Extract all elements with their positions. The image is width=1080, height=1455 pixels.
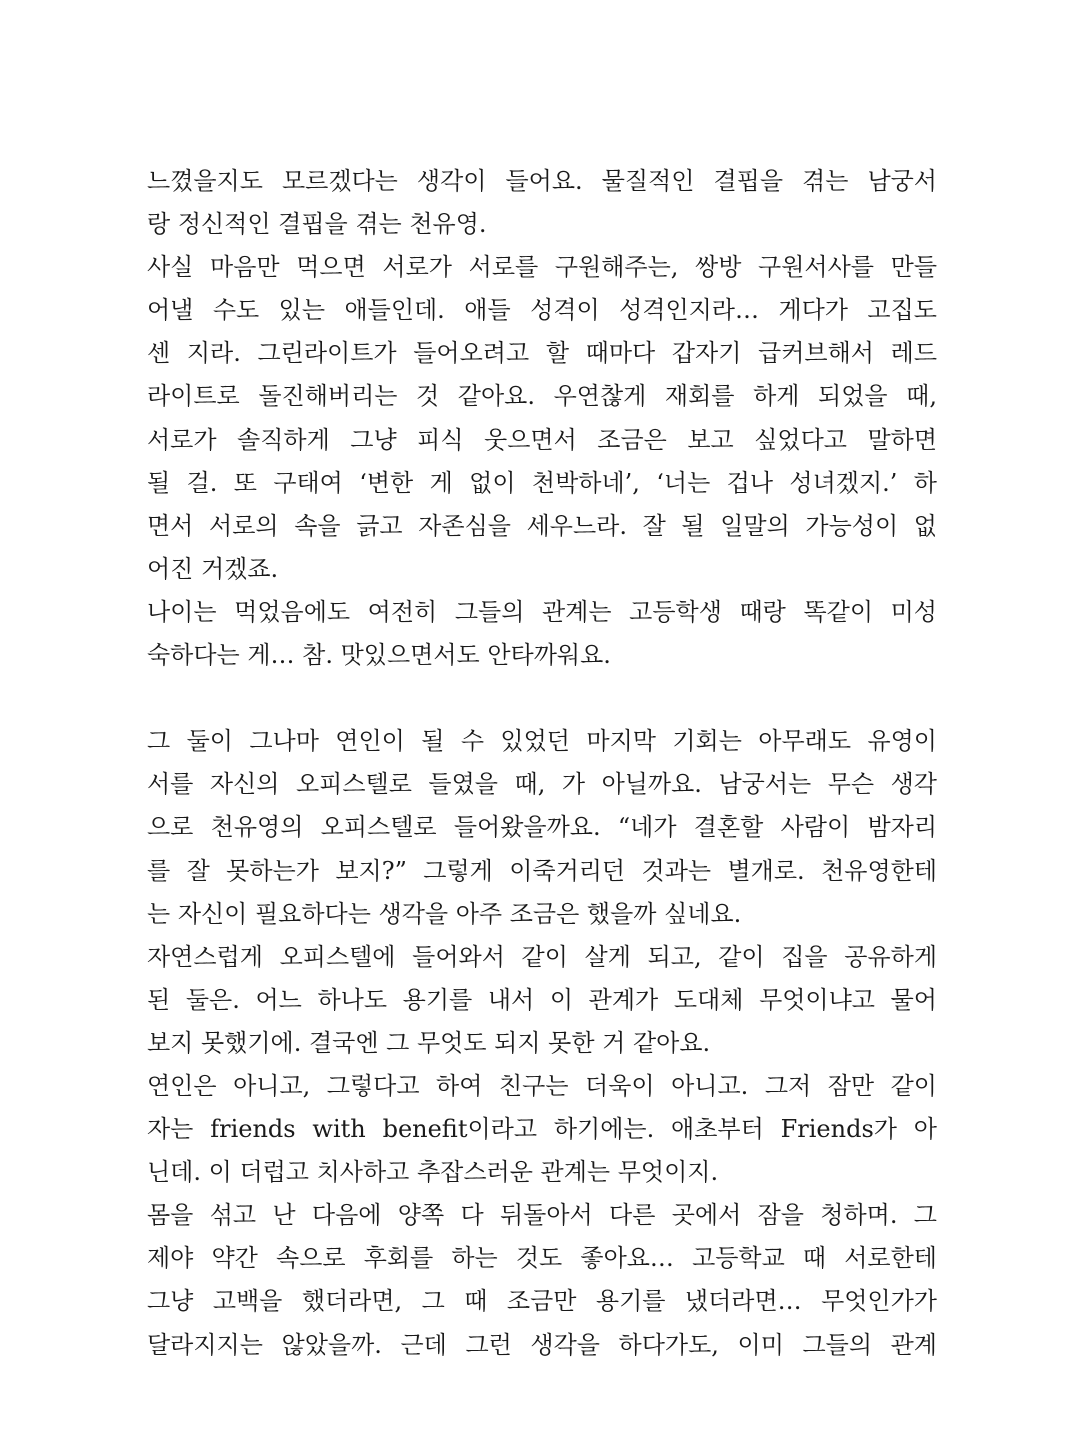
- text-line: 는 자신이 필요하다는 생각을 아주 조금은 했을까 싶네요.: [147, 899, 742, 928]
- paragraph: [147, 1065, 937, 1194]
- text-line: 닌데. 이 더럽고 치사하고 추잡스러운 관계는 무엇이지.: [147, 1158, 719, 1187]
- text-line: 으로 천유영의 오피스텔로 들어왔을까요. “네가 결혼할 사람이 밤자리: [147, 813, 937, 842]
- text-line: 된 둘은. 어느 하나도 용기를 내서 이 관계가 도대체 무엇이냐고 물어: [147, 985, 937, 1014]
- text-line: 면서 서로의 속을 긁고 자존심을 세우느라. 잘 될 일말의 가능성이 없: [147, 511, 937, 540]
- text-line: 사실 마음만 먹으면 서로가 서로를 구원해주는, 쌍방 구원서사를 만들: [147, 253, 937, 282]
- text-line: 몸을 섞고 난 다음에 양쪽 다 뒤돌아서 다른 곳에서 잠을 청하며. 그: [147, 1201, 937, 1230]
- paragraph-gap: [147, 677, 937, 720]
- text-line: 느꼈을지도 모르겠다는 생각이 들어요. 물질적인 결핍을 겪는 남궁서: [147, 167, 937, 195]
- paragraph: [147, 246, 937, 591]
- paragraph: [147, 936, 937, 1065]
- text-line: 제야 약간 속으로 후회를 하는 것도 좋아요… 고등학교 때 서로한테: [147, 1244, 937, 1273]
- text-line: 랑 정신적인 결핍을 겪는 천유영.: [147, 210, 487, 239]
- text-line: 보지 못했기에. 결국엔 그 무엇도 되지 못한 거 같아요.: [147, 1028, 711, 1057]
- text-line: 센 지라. 그린라이트가 들어오려고 할 때마다 갑자기 급커브해서 레드: [147, 339, 937, 368]
- paragraph: [147, 720, 937, 935]
- paragraph: [147, 160, 937, 246]
- paragraph: [147, 1194, 937, 1366]
- document-body: [147, 160, 937, 1367]
- text-line: 어낼 수도 있는 애들인데. 애들 성격이 성격인지라… 게다가 고집도: [147, 296, 937, 325]
- paragraph: [147, 591, 937, 677]
- text-line: 서를 자신의 오피스텔로 들였을 때, 가 아닐까요. 남궁서는 무슨 생각: [147, 770, 937, 799]
- text-line: 그냥 고백을 했더라면, 그 때 조금만 용기를 냈더라면… 무엇인가가: [147, 1287, 937, 1316]
- text-line: 연인은 아니고, 그렇다고 하여 친구는 더욱이 아니고. 그저 잠만 같이: [147, 1071, 937, 1100]
- text-line: 를 잘 못하는가 보지?” 그렇게 이죽거리던 것과는 별개로. 천유영한테: [147, 856, 937, 885]
- text-line: 어진 거겠죠.: [147, 554, 279, 583]
- text-line: 라이트로 돌진해버리는 것 같아요. 우연찮게 재회를 하게 되었을 때,: [147, 382, 937, 411]
- text-line: 나이는 먹었음에도 여전히 그들의 관계는 고등학생 때랑 똑같이 미성: [147, 597, 937, 626]
- text-line: 서로가 솔직하게 그냥 피식 웃으면서 조금은 보고 싶었다고 말하면: [147, 425, 937, 454]
- text-line: 달라지지는 않았을까. 근데 그런 생각을 하다가도, 이미 그들의 관계: [147, 1330, 937, 1359]
- text-line: 될 걸. 또 구태여 ‘변한 게 없이 천박하네’, ‘너는 겁나 성녀겠지.’ 하: [147, 468, 937, 497]
- text-line: 숙하다는 게… 참. 맛있으면서도 안타까워요.: [147, 641, 611, 670]
- text-line: 자연스럽게 오피스텔에 들어와서 같이 살게 되고, 같이 집을 공유하게: [147, 942, 937, 971]
- text-line: 그 둘이 그나마 연인이 될 수 있었던 마지막 기회는 아무래도 유영이: [147, 727, 937, 756]
- text-line: 자는 friends with benefit이라고 하기에는. 애초부터 Friends가 아: [147, 1115, 937, 1144]
